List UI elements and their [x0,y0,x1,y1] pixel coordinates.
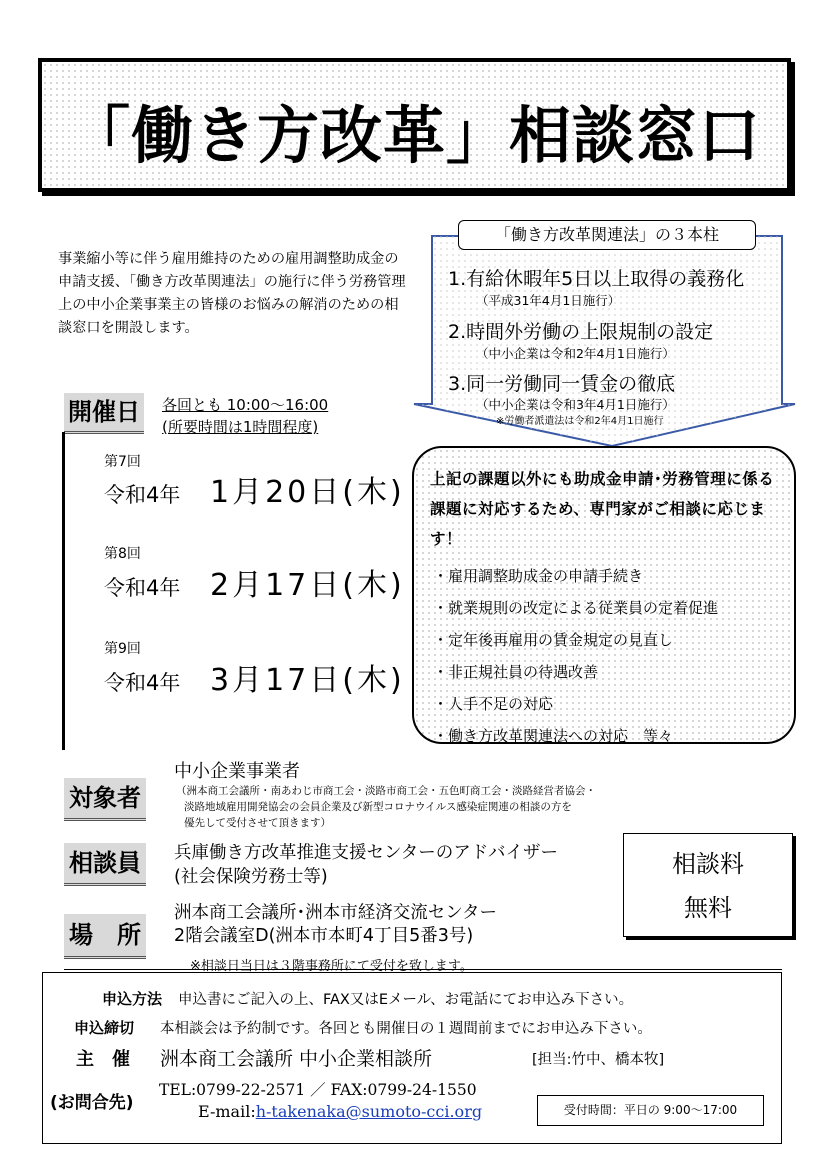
dates-badge: 開催日 [64,393,144,434]
session-era: 令和4年 [104,671,181,695]
target-note-line: 優先して受付させて頂きます） [184,817,331,829]
host-label: 主 催 [76,1049,130,1070]
venue-line: 2階会議室D(洲本市本町4丁目5番3号) [174,926,474,946]
target-note-line: 淡路地域雇用開発協会の会員企業及び新型コロナウイルス感染症関連の相談の方を [184,801,572,813]
phone-fax: TEL:0799-22-2571 ／ FAX:0799-24-1550 [159,1081,477,1099]
target-badge: 対象者 [64,778,146,821]
consultant-line: (社会保険労務士等) [174,867,328,887]
session-date [104,560,405,604]
session-time [162,394,328,438]
target-note [176,783,596,831]
benefit-item: ・働き方改革関連法への対応 等々 [433,727,674,745]
law-item-3-date: （中小企業は令和3年4月1日施行） [476,397,675,412]
session-duration: (所要時間は1時間程度) [162,418,319,436]
fee-label: 相談料 [672,850,744,878]
email-prefix: E-mail: [198,1102,256,1121]
venue-badge: 場 所 [64,914,146,959]
session-number: 第8回 [104,546,141,562]
apply-deadline-label: 申込締切 [74,1019,135,1037]
email-line [198,1102,482,1121]
contact-label: (お問合先) [50,1093,134,1113]
session-month-day: 1月20日(木) [210,475,405,510]
host-name: 洲本商工会議所 中小企業相談所 [160,1048,433,1070]
benefit-item: ・就業規則の改定による従業員の定着促進 [433,599,719,617]
law-item-1-date: （平成31年4月1日施行） [476,293,621,308]
law-item-2-date: （中小企業は令和2年4月1日施行） [476,346,675,361]
email-link[interactable]: h-takenaka@sumoto-cci.org [255,1102,483,1121]
law-item-2: 2.時間外労働の上限規制の設定 [448,321,714,343]
fee-value: 無料 [684,894,732,922]
law-item-3-note: ※労働者派遣法は令和2年4月1日施行 [496,416,664,427]
law-item-1: 1.有給休暇年5日以上取得の義務化 [448,268,745,290]
session-date [104,467,405,511]
session-date [104,655,405,699]
session-number: 第7回 [104,454,141,470]
laws-heading: 「働き方改革関連法」の３本柱 [458,220,756,250]
reception-hours: 受付時間：平日の 9:00～17:00 [537,1095,764,1126]
session-era: 令和4年 [104,576,181,600]
consultant-badge: 相談員 [64,843,146,886]
benefit-item: ・雇用調整助成金の申請手続き [433,567,644,585]
benefit-item: ・人手不足の対応 [433,695,554,713]
apply-top-rule [64,969,782,970]
law-item-3: 3.同一労働同一賃金の徹底 [448,373,676,395]
benefit-item: ・定年後再雇用の賃金規定の見直し [433,631,674,649]
host-contact-person: [担当:竹中、橋本牧] [532,1052,665,1068]
session-time-range: 各回とも 10:00～16:00 [162,396,329,414]
intro-paragraph: 事業縮小等に伴う雇用維持のための雇用調整助成金の申請支援、「働き方改革関連法」の施行に伴う労務管理上の中小企業事業主の皆様のお悩みの解消のための相談窓口を開設します。 [58,251,406,336]
apply-method-text: 申込書にご記入の上、FAX又はEメール、お電話にてお申込み下さい。 [178,992,634,1008]
session-month-day: 2月17日(木) [210,568,405,603]
benefit-item: ・非正規社員の待遇改善 [433,663,599,681]
page-title: 「働き方改革」相談窓口 [67,99,761,172]
target-title: 中小企業事業者 [174,761,300,782]
venue-info [174,902,497,948]
venue-note: ※相談日当日は３階事務所にて受付を致します。 [190,959,473,974]
consultant-line: 兵庫働き方改革推進支援センターのアドバイザー [174,843,558,863]
benefits-headline: 上記の課題以外にも助成金申請･労務管理に係る課題に対応するため、専門家がご相談に応じます！ [430,470,775,548]
consultant-info [174,841,558,889]
fee-box [623,833,793,937]
session-era: 令和4年 [104,483,181,507]
session-month-day: 3月17日(木) [210,663,405,698]
dates-divider [62,432,65,750]
apply-deadline-text: 本相談会は予約制です。各回とも開催日の１週間前までにお申込み下さい。 [160,1021,652,1037]
target-note-line: （洲本商工会議所・南あわじ市商工会・淡路市商工会・五色町商工会・淡路経営者協会・ [176,785,596,797]
apply-method-label: 申込方法 [102,990,163,1008]
session-number: 第9回 [104,641,141,657]
venue-line: 洲本商工会議所･洲本市経済交流センター [174,903,498,923]
